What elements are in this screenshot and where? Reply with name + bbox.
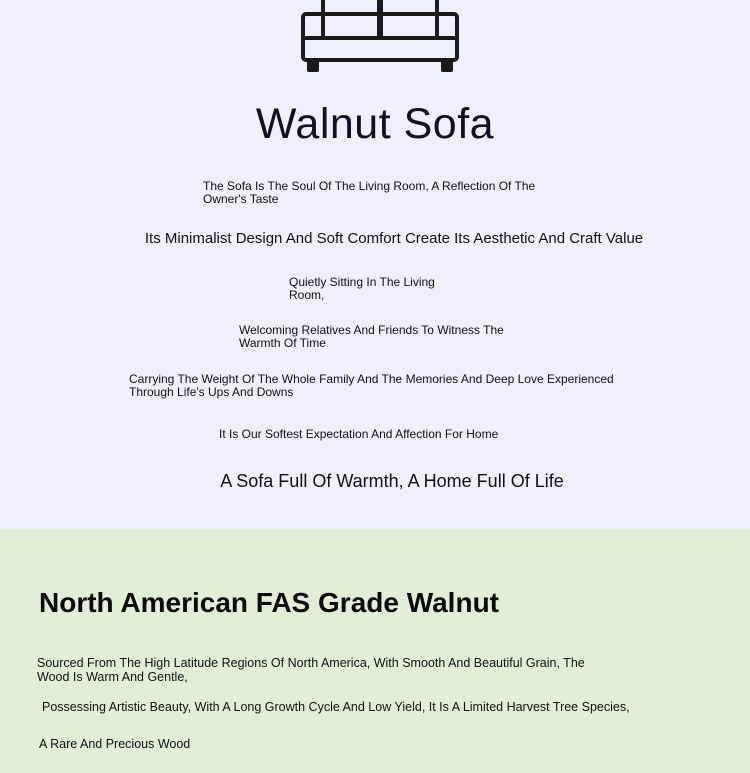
walnut-line-1: Sourced From The High Latitude Regions Of North America, With Smooth And Beautiful Grain, The Wood Is Warm And Gentle, bbox=[37, 656, 585, 684]
walnut-line-2: Possessing Artistic Beauty, With A Long Growth Cycle And Low Yield, It Is A Limited Harvest Tree Species, bbox=[42, 700, 630, 714]
hero-line-6: It Is Our Softest Expectation And Affection For Home bbox=[219, 427, 499, 441]
walnut-line-3: A Rare And Precious Wood bbox=[39, 737, 191, 751]
sofa-icon bbox=[297, 0, 463, 76]
hero-line-3: Quietly Sitting In The Living Room, bbox=[289, 275, 435, 302]
hero-tagline: A Sofa Full Of Warmth, A Home Full Of Life bbox=[220, 471, 564, 491]
hero-line-1: The Sofa Is The Soul Of The Living Room, A Reflection Of The Owner's Taste bbox=[203, 179, 536, 206]
hero-line-2: Its Minimalist Design And Soft Comfort Create Its Aesthetic And Craft Value bbox=[144, 230, 644, 247]
walnut-section bbox=[0, 529, 750, 773]
page-title: Walnut Sofa bbox=[255, 100, 495, 148]
hero-line-4: Welcoming Relatives And Friends To Witness The Warmth Of Time bbox=[239, 323, 504, 350]
walnut-title: North American FAS Grade Walnut bbox=[39, 587, 499, 618]
hero-line-5: Carrying The Weight Of The Whole Family And The Memories And Deep Love Experienced Through Life's Ups And Downs bbox=[129, 372, 614, 399]
